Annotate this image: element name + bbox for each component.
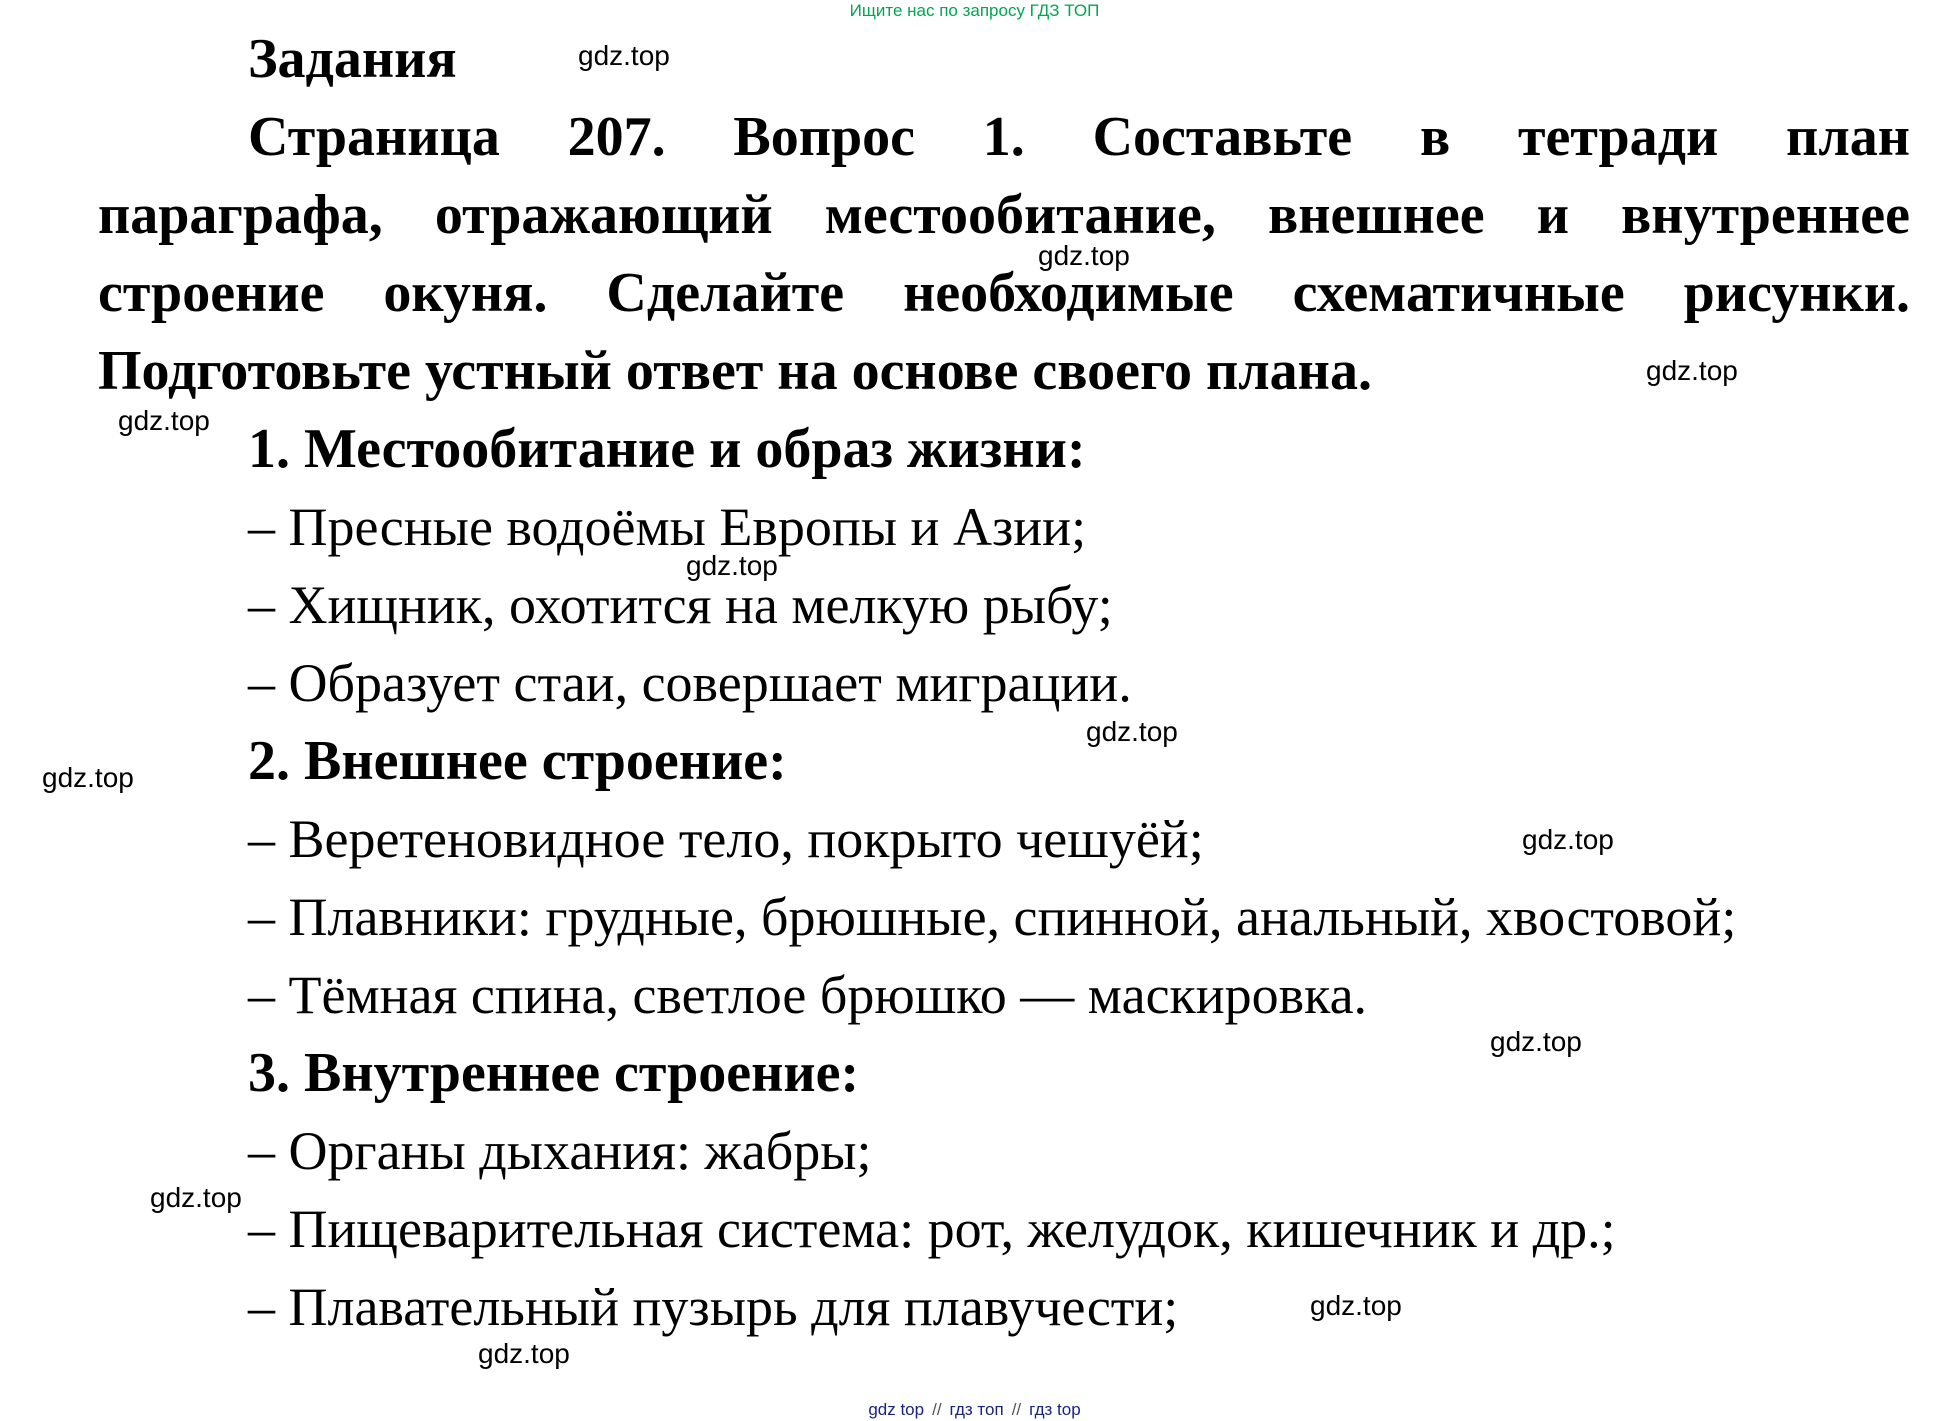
footer-separator: // xyxy=(932,1400,942,1419)
watermark: gdz.top xyxy=(1038,240,1130,271)
watermark: gdz.top xyxy=(118,405,210,436)
top-banner: Ищите нас по запросу ГДЗ ТОП xyxy=(849,1,1100,20)
list-item: – Тёмная спина, светлое брюшко — маскировка. xyxy=(248,965,1368,1025)
watermark: gdz.top xyxy=(1522,824,1614,855)
page-heading: Задания xyxy=(248,28,457,90)
watermark: gdz.top xyxy=(42,762,134,793)
watermark: gdz.top xyxy=(1490,1026,1582,1057)
question-line-2: параграфа, отражающий местообитание, внешнее и внутреннее xyxy=(98,184,1910,246)
watermark: gdz.top xyxy=(1646,355,1738,386)
watermark: gdz.top xyxy=(478,1338,570,1369)
list-item: – Пресные водоёмы Европы и Азии; xyxy=(248,497,1087,557)
question-line-1: Страница 207. Вопрос 1. Составьте в тетради план xyxy=(248,106,1910,168)
list-item: – Органы дыхания: жабры; xyxy=(248,1121,872,1181)
watermark: gdz.top xyxy=(150,1182,242,1213)
list-item: – Пищеварительная система: рот, желудок, кишечник и др.; xyxy=(248,1199,1616,1259)
section-title-internal: 3. Внутреннее строение: xyxy=(248,1042,860,1104)
footer-separator: // xyxy=(1011,1400,1022,1419)
footer xyxy=(0,1400,1949,1420)
question-line-4: Подготовьте устный ответ на основе своего плана. xyxy=(98,340,1372,402)
watermark: gdz.top xyxy=(1086,716,1178,747)
watermark: gdz.top xyxy=(578,40,670,71)
footer-part: gdz top xyxy=(868,1400,925,1419)
list-item: – Образует стаи, совершает миграции. xyxy=(248,653,1132,713)
section-title-external: 2. Внешнее строение: xyxy=(248,730,787,792)
section-title-habitat: 1. Местообитание и образ жизни: xyxy=(248,418,1086,480)
list-item: – Хищник, охотится на мелкую рыбу; xyxy=(248,575,1113,635)
question-line-3: строение окуня. Сделайте необходимые схематичные рисунки. xyxy=(98,262,1910,324)
list-item: – Плавательный пузырь для плавучести; xyxy=(248,1277,1179,1337)
footer-part: гдз top xyxy=(1029,1400,1081,1419)
list-item: – Плавники: грудные, брюшные, спинной, анальный, хвостовой; xyxy=(248,887,1737,947)
watermark: gdz.top xyxy=(1310,1290,1402,1321)
watermark: gdz.top xyxy=(686,550,778,581)
list-item: – Веретеновидное тело, покрыто чешуёй; xyxy=(248,809,1204,869)
footer-part: гдз топ xyxy=(949,1400,1004,1419)
